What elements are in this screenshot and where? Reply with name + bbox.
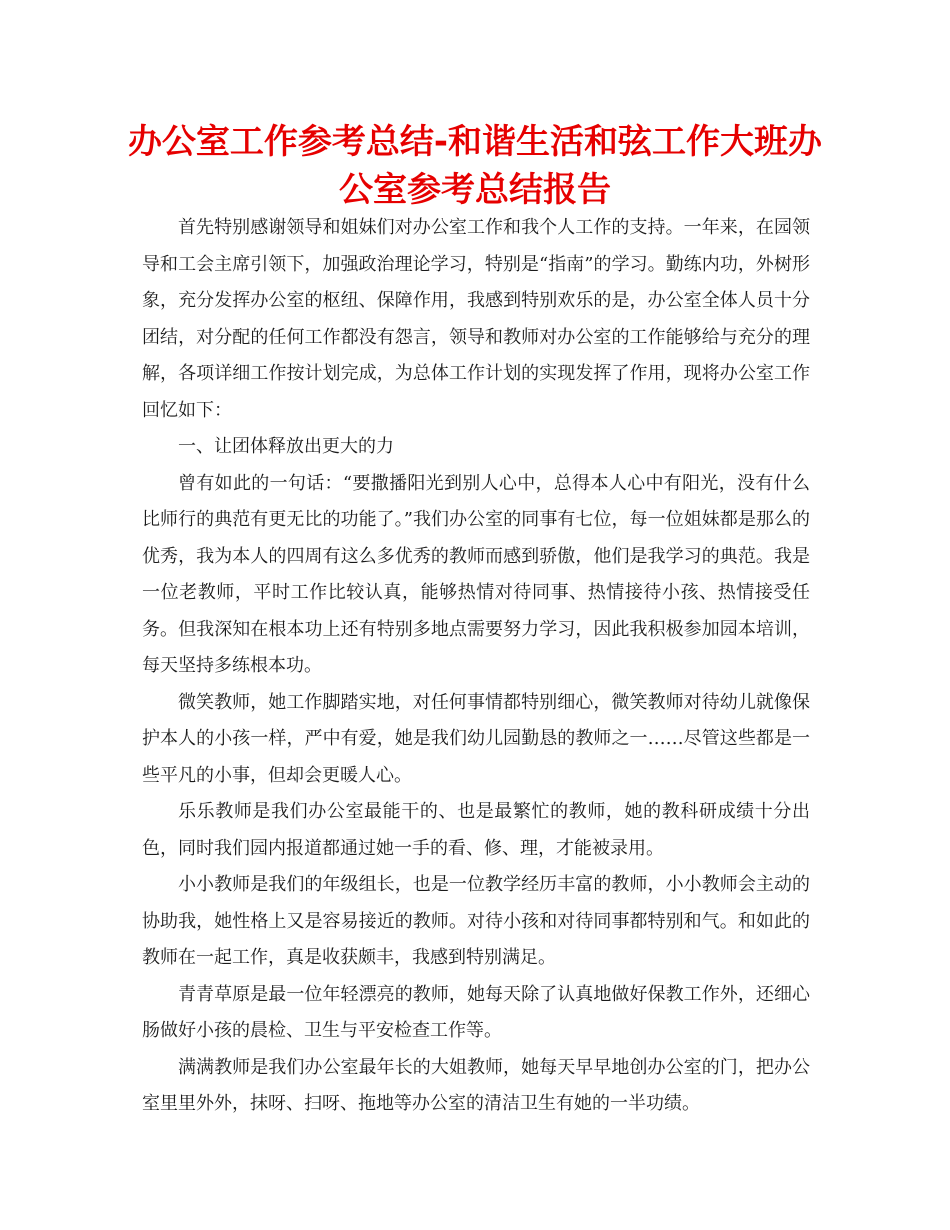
paragraph: 微笑教师，她工作脚踏实地，对任何事情都特别细心，微笑教师对待幼儿就像保护本人的小孩一样，严中有爱，她是我们幼儿园勤恳的教师之一……尽管这些都是一些平凡的小事，但却会更暖人心。 — [142, 691, 810, 786]
paragraph: 首先特别感谢领导和姐妹们对办公室工作和我个人工作的支持。一年来，在园领导和工会主席引领下，加强政治理论学习，特别是“指南”的学习。勤练内功，外树形象，充分发挥办公室的枢纽、保障作用，我感到特别欢乐的是，办公室全体人员十分团结，对分配的任何工作都没有怨言，领导和教师对办公室的工作能够给与充分的理解，各项详细工作按计划完成，为总体工作计划的实现发挥了作用，现将办公室工作回忆如下： — [142, 217, 810, 421]
section-heading: 一、让团体释放出更大的力 — [178, 436, 394, 457]
paragraph: 满满教师是我们办公室最年长的大姐教师，她每天早早地创办公室的门，把办公室里里外外，抹呀、扫呀、拖地等办公室的清洁卫生有她的一半功绩。 — [142, 1056, 810, 1114]
document-title: 办公室工作参考总结-和谐生活和弦工作大班办公室参考总结报告 — [127, 122, 823, 210]
paragraph: 小小教师是我们的年级组长，也是一位教学经历丰富的教师，小小教师会主动的协助我，她性格上又是容易接近的教师。对待小孩和对待同事都特别和气。和如此的教师在一起工作，真是收获颇丰，我感到特别满足。 — [142, 874, 810, 968]
paragraph: 青青草原是最一位年轻漂亮的教师，她每天除了认真地做好保教工作外，还细心肠做好小孩的晨检、卫生与平安检查工作等。 — [142, 983, 810, 1041]
paragraph: 曾有如此的一句话：“要撒播阳光到别人心中，总得本人心中有阳光，没有什么比师行的典范有更无比的功能了。”我们办公室的同事有七位，每一位姐妹都是那么的优秀，我为本人的四周有这么多优秀的教师而感到骄傲，他们是我学习的典范。我是一位老教师，平时工作比较认真，能够热情对待同事、热情接待小孩、热情接受任务。但我深知在根本功上还有特别多地点需要努力学习，因此我积极参加园本培训，每天坚持多练根本功。 — [142, 472, 810, 676]
paragraph: 乐乐教师是我们办公室最能干的、也是最繁忙的教师，她的教科研成绩十分出色，同时我们园内报道都通过她一手的看、修、理，才能被录用。 — [142, 801, 810, 859]
document-body — [142, 210, 810, 1123]
